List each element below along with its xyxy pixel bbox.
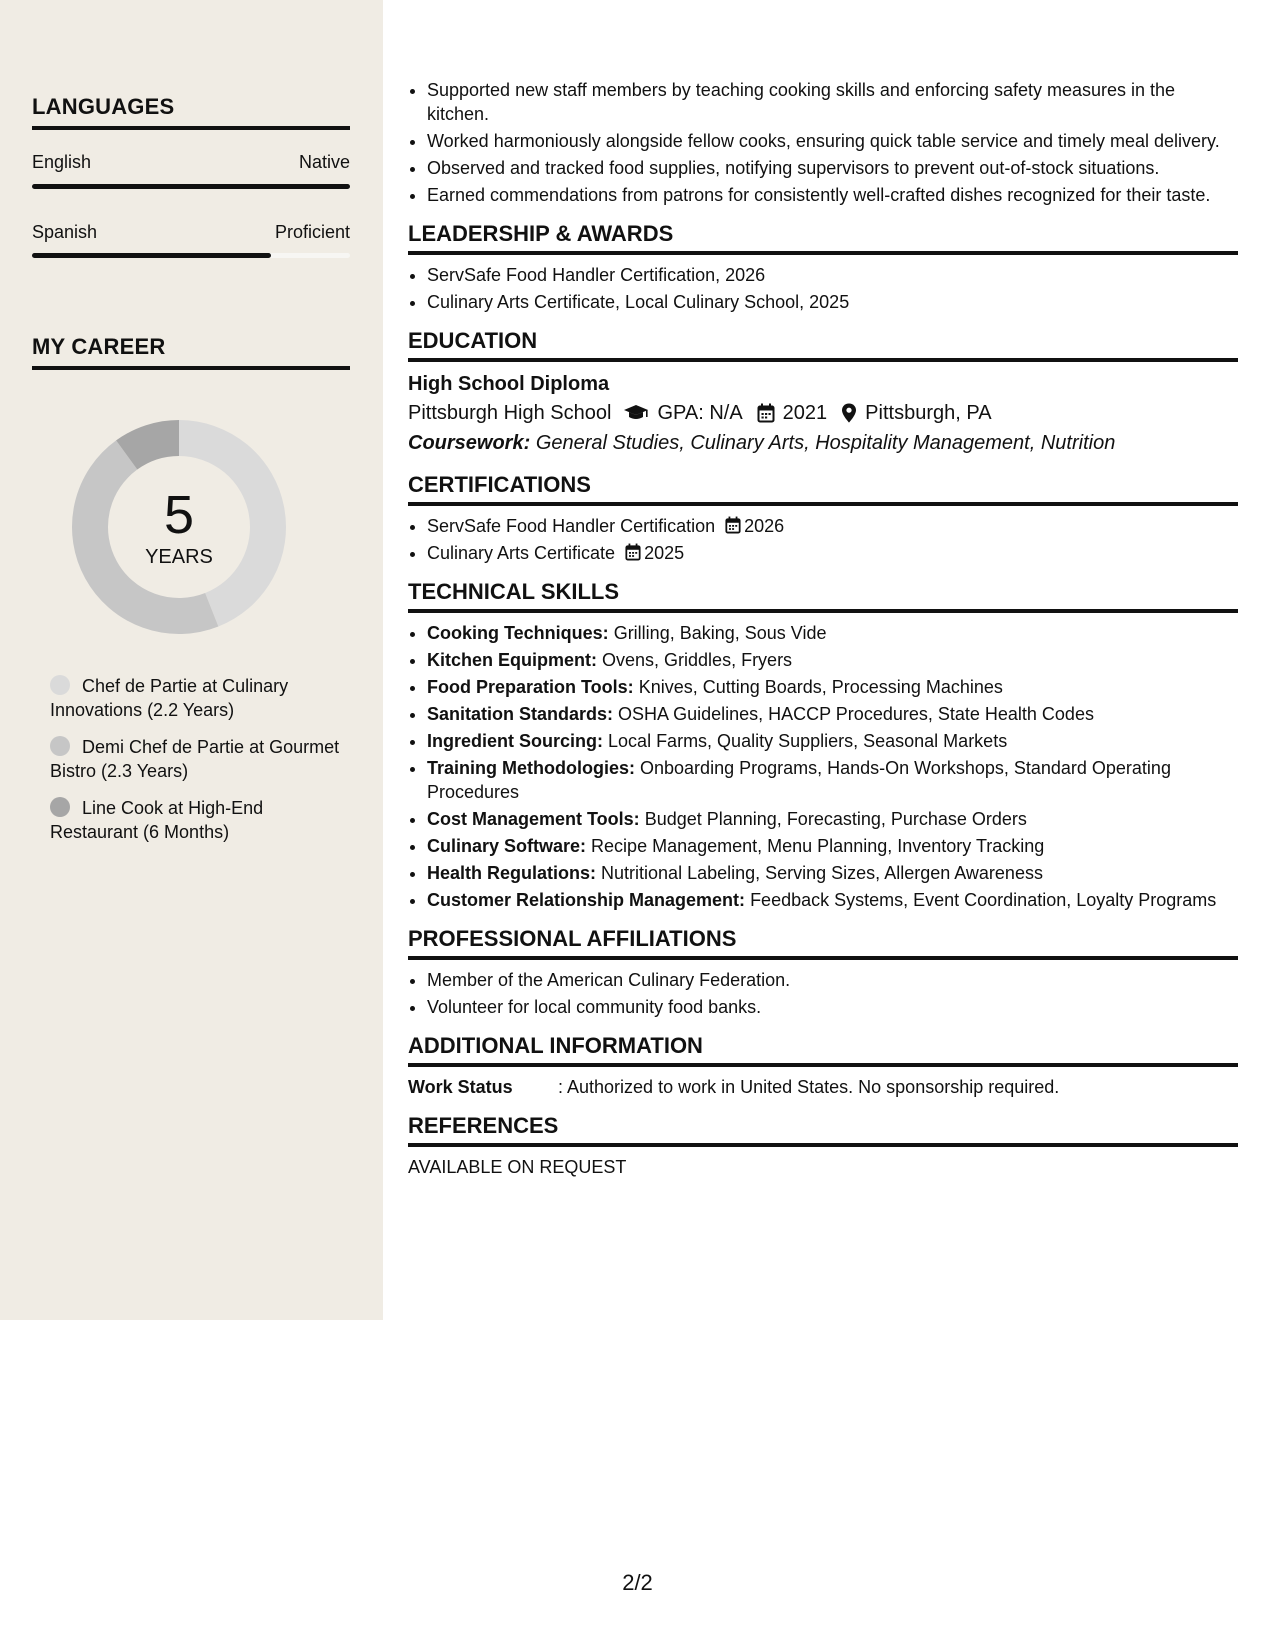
languages-heading: LANGUAGES (32, 94, 350, 130)
list-item (427, 834, 1238, 858)
language-row-english (32, 152, 350, 173)
career-legend (50, 674, 350, 857)
list-item: • Member of the American Culinary Federation. (427, 968, 1238, 992)
affiliations-section (408, 926, 1238, 1019)
section-heading: LEADERSHIP & AWARDS (408, 221, 1238, 255)
legend-item (50, 796, 350, 844)
skill-value: Ovens, Griddles, Fryers (602, 650, 793, 670)
skill-key: Health Regulations: (427, 863, 597, 883)
list-item (427, 861, 1238, 885)
work-status-key: Work Status (408, 1077, 513, 1097)
list-item (427, 541, 1238, 565)
career-heading: MY CAREER (32, 334, 350, 370)
skills-section (408, 579, 1238, 912)
references-section (408, 1113, 1238, 1179)
skill-key: Kitchen Equipment: (427, 650, 597, 670)
career-total-years: 5 (163, 484, 195, 545)
list-item: • Culinary Arts Certificate, Local Culinary School, 2025 (427, 290, 1238, 314)
language-name: Spanish (32, 222, 98, 242)
calendar-icon (725, 516, 741, 534)
section-heading: PROFESSIONAL AFFILIATIONS (408, 926, 1238, 960)
skill-key: Food Preparation Tools: (427, 677, 634, 697)
skill-key: Training Methodologies: (427, 758, 635, 778)
list-item (427, 888, 1238, 912)
sidebar (0, 0, 383, 1320)
section-heading: REFERENCES (408, 1113, 1238, 1147)
skill-value: Grilling, Baking, Sous Vide (613, 623, 827, 643)
list-item: • Volunteer for local community food banks. (427, 995, 1238, 1019)
education-coursework (408, 428, 1238, 458)
skill-key: Sanitation Standards: (427, 704, 614, 724)
certification-date (615, 543, 684, 563)
language-bar-fill (32, 184, 350, 189)
certification-year: 2026 (744, 516, 785, 536)
coursework-value: General Studies, Culinary Arts, Hospitality Management, Nutrition (535, 432, 1116, 454)
section-heading: ADDITIONAL INFORMATION (408, 1033, 1238, 1067)
certification-date (715, 516, 784, 536)
legend-dot (50, 797, 70, 817)
list-item: • Supported new staff members by teaching cooking skills and enforcing safety measures in the kitchen. (427, 78, 1238, 126)
legend-dot (50, 675, 70, 695)
list-item (427, 621, 1238, 645)
certification-name: Culinary Arts Certificate (427, 543, 616, 563)
education-location: Pittsburgh, PA (865, 402, 992, 424)
legend-item (50, 674, 350, 722)
certification-name: ServSafe Food Handler Certification (427, 516, 716, 536)
leadership-section (408, 221, 1238, 314)
list-item (427, 807, 1238, 831)
language-bar-fill (32, 253, 271, 258)
language-level: Proficient (274, 222, 350, 242)
skill-value: Onboarding Programs, Hands-On Workshops, Standard Operating Procedures (427, 758, 1171, 802)
skill-value: OSHA Guidelines, HACCP Procedures, State Health Codes (618, 704, 1094, 724)
education-year: 2021 (782, 402, 828, 424)
education-school: Pittsburgh High School (408, 402, 612, 424)
language-bar-spanish (32, 253, 350, 258)
list-item: • ServSafe Food Handler Certification, 2026 (427, 263, 1238, 287)
coursework-label: Coursework: (408, 432, 531, 454)
list-item (427, 514, 1238, 538)
main-content (408, 78, 1238, 1179)
section-heading: CERTIFICATIONS (408, 472, 1238, 506)
graduation-cap-icon (623, 403, 649, 423)
certifications-section (408, 472, 1238, 565)
list-item: • Observed and tracked food supplies, notifying supervisors to prevent out-of-stock situations. (427, 156, 1238, 180)
skill-key: Cost Management Tools: (427, 809, 640, 829)
leadership-list (408, 263, 1238, 314)
skill-value: Knives, Cutting Boards, Processing Machines (638, 677, 1003, 697)
education-details (408, 398, 1238, 428)
list-item (427, 756, 1238, 804)
references-text: AVAILABLE ON REQUEST (408, 1157, 627, 1177)
calendar-icon (757, 403, 775, 423)
list-item (427, 702, 1238, 726)
list-item: • Worked harmoniously alongside fellow cooks, ensuring quick table service and timely meal delivery. (427, 129, 1238, 153)
language-level: Native (298, 152, 350, 172)
language-name: English (32, 152, 92, 172)
calendar-icon (625, 543, 641, 561)
page-number: 2/2 (622, 1570, 653, 1595)
legend-label: Demi Chef de Partie at Gourmet Bistro (2.3 Years) (50, 737, 340, 781)
list-item (427, 729, 1238, 753)
skill-key: Ingredient Sourcing: (427, 731, 604, 751)
work-status-row (408, 1075, 1238, 1099)
skill-value: Nutritional Labeling, Serving Sizes, Allergen Awareness (601, 863, 1043, 883)
skill-key: Customer Relationship Management: (427, 890, 746, 910)
education-section (408, 328, 1238, 458)
education-degree: High School Diploma (408, 373, 610, 395)
certification-year: 2025 (644, 543, 685, 563)
list-item: • Earned commendations from patrons for consistently well-crafted dishes recognized for their taste. (427, 183, 1238, 207)
education-gpa: GPA: N/A (657, 402, 743, 424)
skill-value: Feedback Systems, Event Coordination, Loyalty Programs (750, 890, 1217, 910)
location-pin-icon (841, 403, 857, 423)
skill-value: Recipe Management, Menu Planning, Inventory Tracking (591, 836, 1045, 856)
certifications-list (408, 514, 1238, 565)
language-row-spanish (32, 222, 350, 243)
legend-item (50, 735, 350, 783)
language-bar-english (32, 184, 350, 189)
legend-label: Chef de Partie at Culinary Innovations (2.2 Years) (50, 676, 289, 720)
list-item (427, 675, 1238, 699)
skill-key: Culinary Software: (427, 836, 587, 856)
skill-value: Local Farms, Quality Suppliers, Seasonal Markets (608, 731, 1008, 751)
career-total-unit: YEARS (145, 545, 213, 568)
skill-key: Cooking Techniques: (427, 623, 609, 643)
work-status-value: : Authorized to work in United States. No sponsorship required. (558, 1077, 1060, 1097)
list-item (427, 648, 1238, 672)
section-heading: EDUCATION (408, 328, 1238, 362)
section-heading: TECHNICAL SKILLS (408, 579, 1238, 613)
career-donut-chart (66, 414, 292, 640)
legend-label: Line Cook at High-End Restaurant (6 Months) (50, 798, 264, 842)
affiliations-list (408, 968, 1238, 1019)
additional-info-section (408, 1033, 1238, 1099)
skill-value: Budget Planning, Forecasting, Purchase Orders (644, 809, 1027, 829)
skills-list (408, 621, 1238, 912)
donut-center (66, 414, 292, 640)
experience-bullets (408, 78, 1238, 207)
legend-dot (50, 736, 70, 756)
